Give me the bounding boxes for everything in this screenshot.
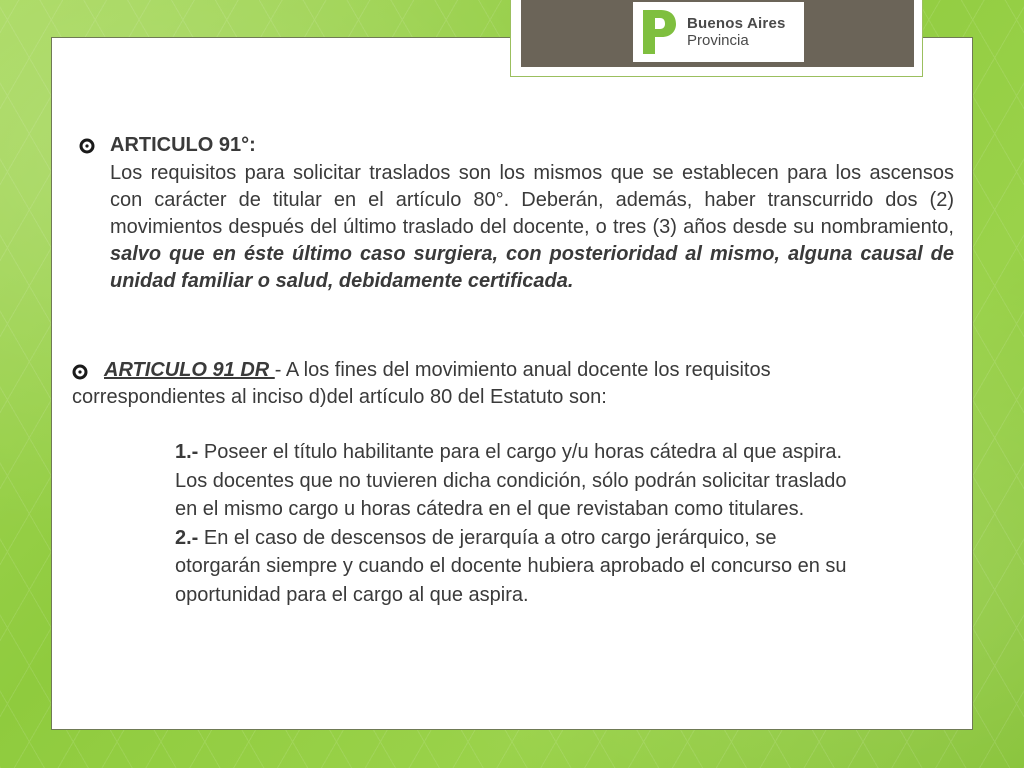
- list-item: [175, 438, 965, 467]
- logo-subtitle: Provincia: [687, 32, 749, 49]
- article-91-body-emphasis: salvo que en éste último caso surgiera, con posterioridad al mismo, alguna causal de unidad familiar o salud, debidamente certificada.: [110, 243, 954, 292]
- article-91-body: [110, 160, 954, 295]
- article-91-dr-intro-line1: [104, 357, 771, 384]
- target-bullet-icon: [79, 138, 95, 154]
- list-item-continuation: oportunidad para el cargo al que aspira.: [175, 583, 529, 606]
- slide-panel: [51, 37, 973, 730]
- logo: [633, 2, 804, 62]
- article-91-dr-heading: ARTICULO 91 DR: [104, 359, 275, 381]
- item-number: 2.-: [175, 526, 199, 549]
- provincia-p-logo-icon: [639, 6, 679, 58]
- item-text-line: Poseer el título habilitante para el cargo y/u horas cátedra al que aspira.: [198, 441, 843, 463]
- slide-content: [52, 38, 972, 729]
- list-item-continuation: Los docentes que no tuvieren dicha condición, sólo podrán solicitar traslado: [175, 469, 847, 492]
- target-bullet-icon: [72, 364, 88, 380]
- item-text-line: En el caso de descensos de jerarquía a otro cargo jerárquico, se: [198, 526, 777, 549]
- article-91-dr-intro-text: - A los fines del movimiento anual docente los requisitos: [274, 359, 771, 381]
- item-number: 1.-: [175, 441, 199, 463]
- article-91-heading: ARTICULO 91°:: [110, 134, 256, 156]
- article-91-body-text: Los requisitos para solicitar traslados son los mismos que se establecen para los ascensos con carácter de titular en el artículo 80°. Deberán, además, haber transcurrido dos (2) movimientos después del último traslado del docente, o tres (3) años desde su nombramiento,: [110, 162, 954, 238]
- list-item: [175, 524, 965, 553]
- logo-frame: [510, 0, 923, 77]
- article-91-dr-intro-line2: correspondientes al inciso d)del artículo 80 del Estatuto son:: [72, 386, 607, 408]
- logo-text: [687, 16, 786, 48]
- list-item-continuation: en el mismo cargo u horas cátedra en el que revistaban como titulares.: [175, 498, 805, 520]
- requirements-list: [175, 438, 965, 609]
- list-item-continuation: otorgarán siempre y cuando el docente hubiera aprobado el concurso en su: [175, 555, 847, 577]
- logo-title: Buenos Aires: [687, 15, 786, 32]
